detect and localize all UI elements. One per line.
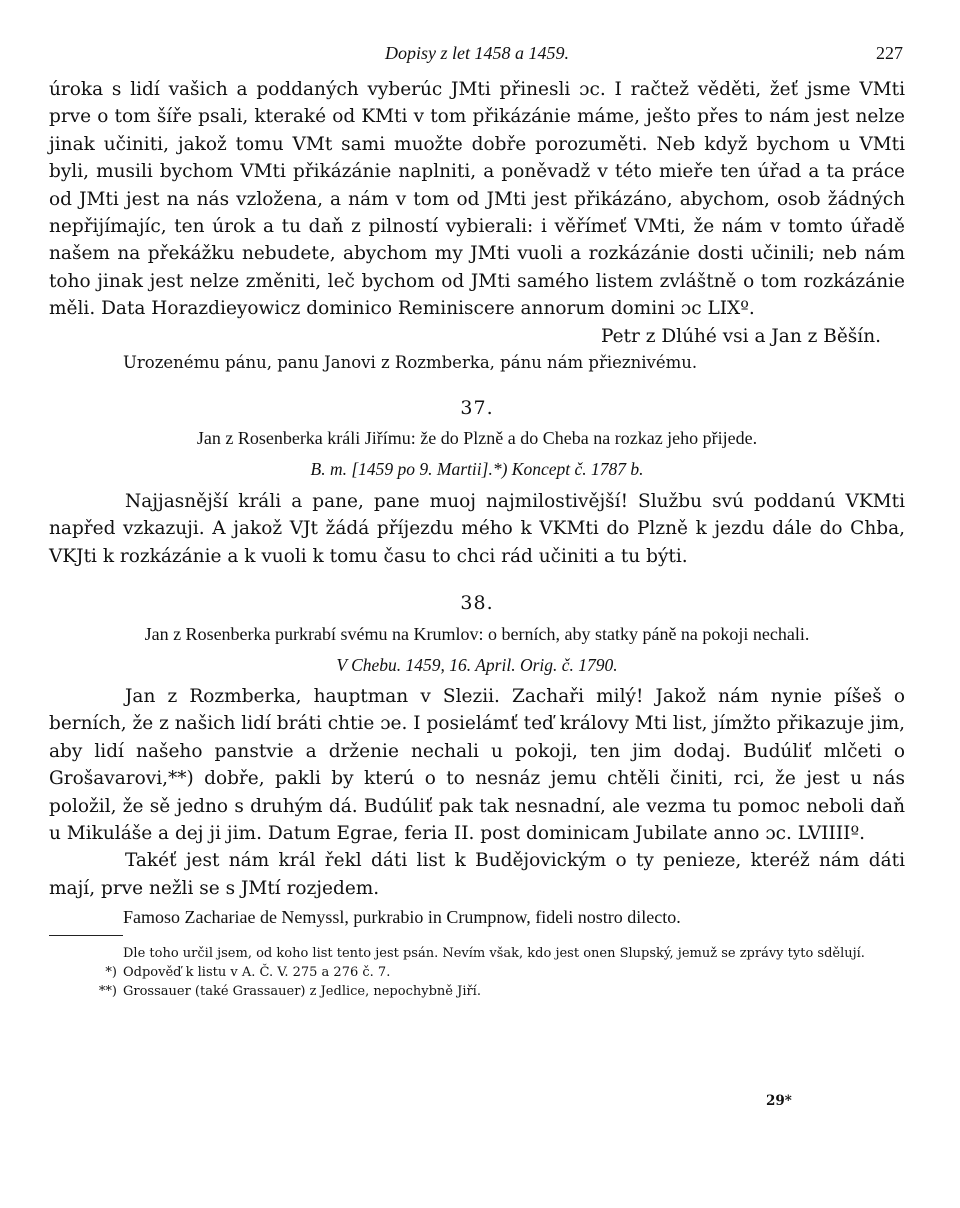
footnotes [49,944,905,1001]
letter-38-paragraph-1: Jan z Rozmberka, hauptman v Slezii. Zachaři milý! Jakož nám nynie píšeš o berních, že z našich lidí bráti chtie ɔe. I posielámť teď královy Mti list, jímžto přikazuje jim, aby lidí našeho panstvie a drženie nechali u pokoji, ten jim dodaj. Budúliť mlčeti o Grošavarovi,**) dobře, pakli by kterú o to nesnáz jemu chtěli činiti, rci, že jest u nás položil, že sě jedno s druhým dá. Budúliť pak tak nesnadní, ale vezma tu pomoc neboli daň u Mikuláše a dej ji jim. Datum Egrae, feria II. post dominicam Jubilate anno ɔc. LVIIIIº. [49,685,905,844]
footnote-mark: **) [98,984,117,1000]
letter-38-paragraph-2: Takéť jest nám král řekl dáti list k Budějovickým o ty penieze, kteréž nám dáti mají, prve nežli se s JMtí rozjedem. [49,850,905,899]
letter-36-address: Urozenému pánu, panu Janovi z Rozmberka, pánu nám přieznivému. [123,353,698,373]
letter-38-heading: Jan z Rosenberka purkrabí svému na Krumlov: o berních, aby statky páně na pokoji nechali. [144,623,810,644]
footnote-text: Grossauer (také Grassauer) z Jedlice, nepochybně Jiří. [123,984,481,1000]
printer-signature-mark: 29* [766,1093,792,1109]
footnote-mark: *) [105,965,117,981]
letter-36-paragraph: úroka s lidí vašich a poddaných vyberúc JMti přinesli ɔc. I račtež věděti, žeť jsme VMti prve o tom šíře psali, kteraké od KMti v tom přikázánie máme, ješto přes to nám jest nelze jinak učiniti, jakož tomu VMt sami muožte dobře porozuměti. Neb když bychom u VMti byli, musili bychom VMti přikázánie naplniti, a poněvadž v této mieře ten úřad a ta práce od JMti jest na nás vzložena, a nám v tom od JMti jest přikázáno, abychom, osob žádných nepřijímajíc, ten úrok a tu daň z pilností vybierali: i věřímeť VMti, že nám v tomto úřadě našem na překážku nebudete, abychom my JMti vuoli a rozkázánie dosti učinili; neb nám toho jinak jest nelze změniti, leč bychom od JMti samého listem zvláštně o tom rozkázánie měli. Data Horazdieyowicz dominico Reminiscere annorum domini ɔc LIXº. [49,79,905,320]
footnote-rule [49,935,123,936]
footnote-text: Odpověď k listu v A. Č. V. 275 a 276 č. 7. [123,965,391,981]
letter-37-paragraph: Najjasnější králi a pane, pane muoj najmilostivější! Službu svú poddanú VKMti napřed vzkazuji. A jakož VJt žádá příjezdu mého k VKMti do Plzně k jezdu dále do Chba, VKJti k rozkázánie a k vuoli k tomu času to chci rád učiniti a tu býti. [49,490,905,567]
footnote-1 [49,963,905,982]
letter-37-source: B. m. [1459 po 9. Martii].*) Koncept č. 1787 b. [310,459,644,480]
letter-38-address: Famoso Zachariae de Nemyssl, purkrabio in Crumpnow, fideli nostro dilecto. [123,907,681,928]
letter-38-source: V Chebu. 1459, 16. April. Orig. č. 1790. [336,654,618,675]
letter-36-signature: Petr z Dlúhé vsi a Jan z Běšín. [600,325,881,347]
running-head [49,40,905,76]
footnote-2 [49,982,905,1001]
letter-38-number: 38. [460,592,494,615]
footnote-text: Dle toho určil jsem, od koho list tento jest psán. Nevím však, kdo jest onen Slupský, jemuž se zprávy tyto sdělují. [123,946,865,962]
book-page [49,40,905,1001]
letter-37-number: 37. [460,397,494,420]
footnote-0 [49,944,905,963]
letter-37-heading: Jan z Rosenberka králi Jiřímu: že do Plzně a do Cheba na rozkaz jeho přijede. [196,428,758,449]
running-title: Dopisy z let 1458 a 1459. [385,43,569,63]
page-number: 227 [876,43,903,63]
